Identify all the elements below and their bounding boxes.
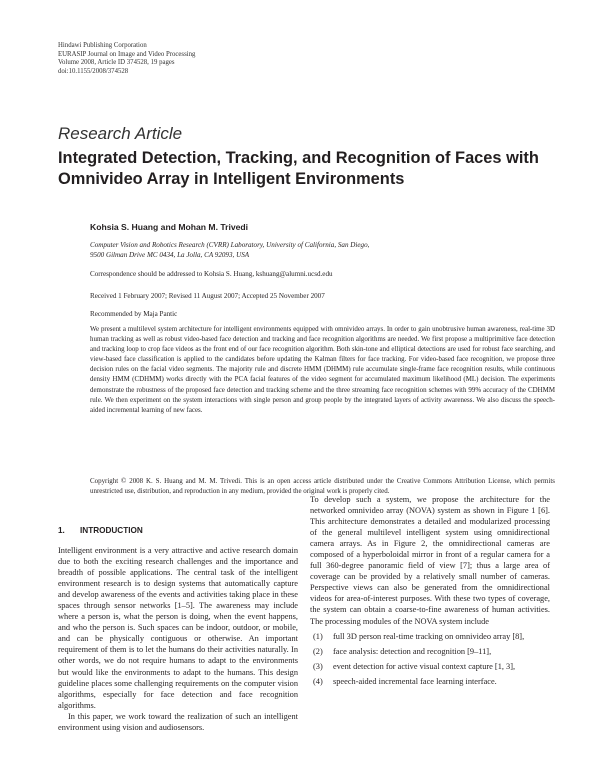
list-item-text: face analysis: detection and recognition [9–11], [333, 646, 492, 656]
doi-line: doi:10.1155/2008/374528 [58, 67, 129, 75]
paper-title [58, 148, 558, 189]
received-dates: Received 1 February 2007; Revised 11 August 2007; Accepted 25 November 2007 [90, 292, 325, 300]
article-type: Research Article [58, 124, 183, 143]
copyright-notice: Copyright © 2008 K. S. Huang and M. M. Trivedi. This is an open access article distributed under the Creative Commons Attribution License, which permits unrestricted use, distribution, and reproduction in any medium, provided the original work is properly cited. [90, 477, 555, 496]
list-item-text: event detection for active visual context capture [1, 3], [333, 661, 516, 671]
section-number: 1. [58, 526, 65, 535]
module-list [310, 631, 550, 687]
body-paragraph: To develop such a system, we propose the architecture for the networked omnivideo array (NOVA) system as shown in Figure 1 [6]. This architecture demonstrates a detailed and modularized processing of the general multilevel intelligent system using omnidirectional camera arrays. As in Figure 2, the omnidirectional cameras are composed of a hyperboloidal mirror in front of a regular camera for a full 360-degree panoramic field of view [7]; thus a large area of coverage can be provided by a relatively small number of cameras. Perspective views can also be generated from the omnidirectional videos for area-of-interest purposes. With these two types of coverage, the system can obtain a coarse-to-fine awareness of human activities. The processing modules of the NOVA system include [310, 495, 550, 626]
body-paragraph: In this paper, we work toward the realization of such an intelligent environment using vision and audiosensors. [58, 711, 298, 732]
title-line: Omnivideo Array in Intelligent Environments [58, 169, 405, 188]
affiliation-line: Computer Vision and Robotics Research (CVRR) Laboratory, University of California, San Diego, [90, 241, 370, 249]
left-column [58, 545, 298, 733]
publisher-line: Hindawi Publishing Corporation [58, 42, 147, 49]
list-item-number: (1) [313, 631, 323, 641]
list-item [310, 646, 550, 657]
journal-line: EURASIP Journal on Image and Video Processing [58, 50, 196, 58]
right-column [310, 494, 550, 691]
title-line: Integrated Detection, Tracking, and Recognition of Faces with [58, 149, 539, 167]
affiliation-line: 9500 Gilman Drive MC 0434, La Jolla, CA 92093, USA [90, 251, 250, 260]
list-item-number: (4) [313, 676, 323, 686]
volume-line: Volume 2008, Article ID 374528, 19 pages [58, 59, 175, 67]
list-item [310, 676, 550, 687]
section-heading [58, 526, 143, 535]
author-list: Kohsia S. Huang and Mohan M. Trivedi [90, 222, 249, 232]
list-item-text: full 3D person real-time tracking on omnivideo array [8], [333, 631, 525, 641]
list-item [310, 661, 550, 672]
body-paragraph: Intelligent environment is a very attractive and active research domain due to both the exciting research challenges and the importance and breadth of possible applications. The central task of the intelligent environment research is to design systems that automatically capture and develop awareness of the events and activities taking place in these spaces through sensor networks [1–5]. The awareness may include where a person is, what the person is doing, when the event happens, and who the person is. Such spaces can be indoor, outdoor, or mobile, and can be physically contiguous or otherwise. An important requirement of them is to let the humans do their activities naturally. In other words, we do not require humans to adapt to the environments but would like the environments to adapt to the humans. This design guideline places some challenging requirements on the computer vision algorithms, especially for face detection and face recognition algorithms. [58, 546, 298, 710]
abstract: We present a multilevel system architecture for intelligent environments equipped with omnivideo arrays. In order to gain unobtrusive human awareness, real-time 3D human tracking as well as robust video-based face detection and tracking and face recognition algorithms are needed. We first propose a multiprimitive face detection and tracking loop to crop face videos as the front end of our face recognition algorithm. Both skin-tone and elliptical detections are used for robust face searching, and view-based face classification is applied to the candidates before updating the Kalman filters for face tracking. For video-based face recognition, we propose three decision rules on the facial video segments. The majority rule and discrete HMM (DHMM) rule accumulate single-frame face recognition results, while continuous density HMM (CDHMM) works directly with the PCA facial features of the video segment for accumulated maximum likelihood (ML) decision. The experiments demonstrate the robustness of the proposed face detection and tracking scheme and the three streaming face recognition schemes with 99% accuracy of the CDHMM rule. We then experiment on the system interactions with single person and group people by the integrated layers of activity awareness. We also discuss the speech-aided incremental learning of new faces. [90, 325, 555, 414]
journal-header [58, 42, 195, 76]
section-title: INTRODUCTION [80, 526, 143, 535]
correspondence-note: Correspondence should be addressed to Kohsia S. Huang, kshuang@alumni.ucsd.edu [90, 270, 333, 278]
list-item-number: (2) [313, 646, 323, 656]
list-item-text: speech-aided incremental face learning interface. [333, 676, 497, 686]
list-item-number: (3) [313, 661, 323, 671]
affiliation [90, 240, 369, 261]
recommended-by: Recommended by Maja Pantic [90, 310, 178, 318]
list-item [310, 631, 550, 642]
